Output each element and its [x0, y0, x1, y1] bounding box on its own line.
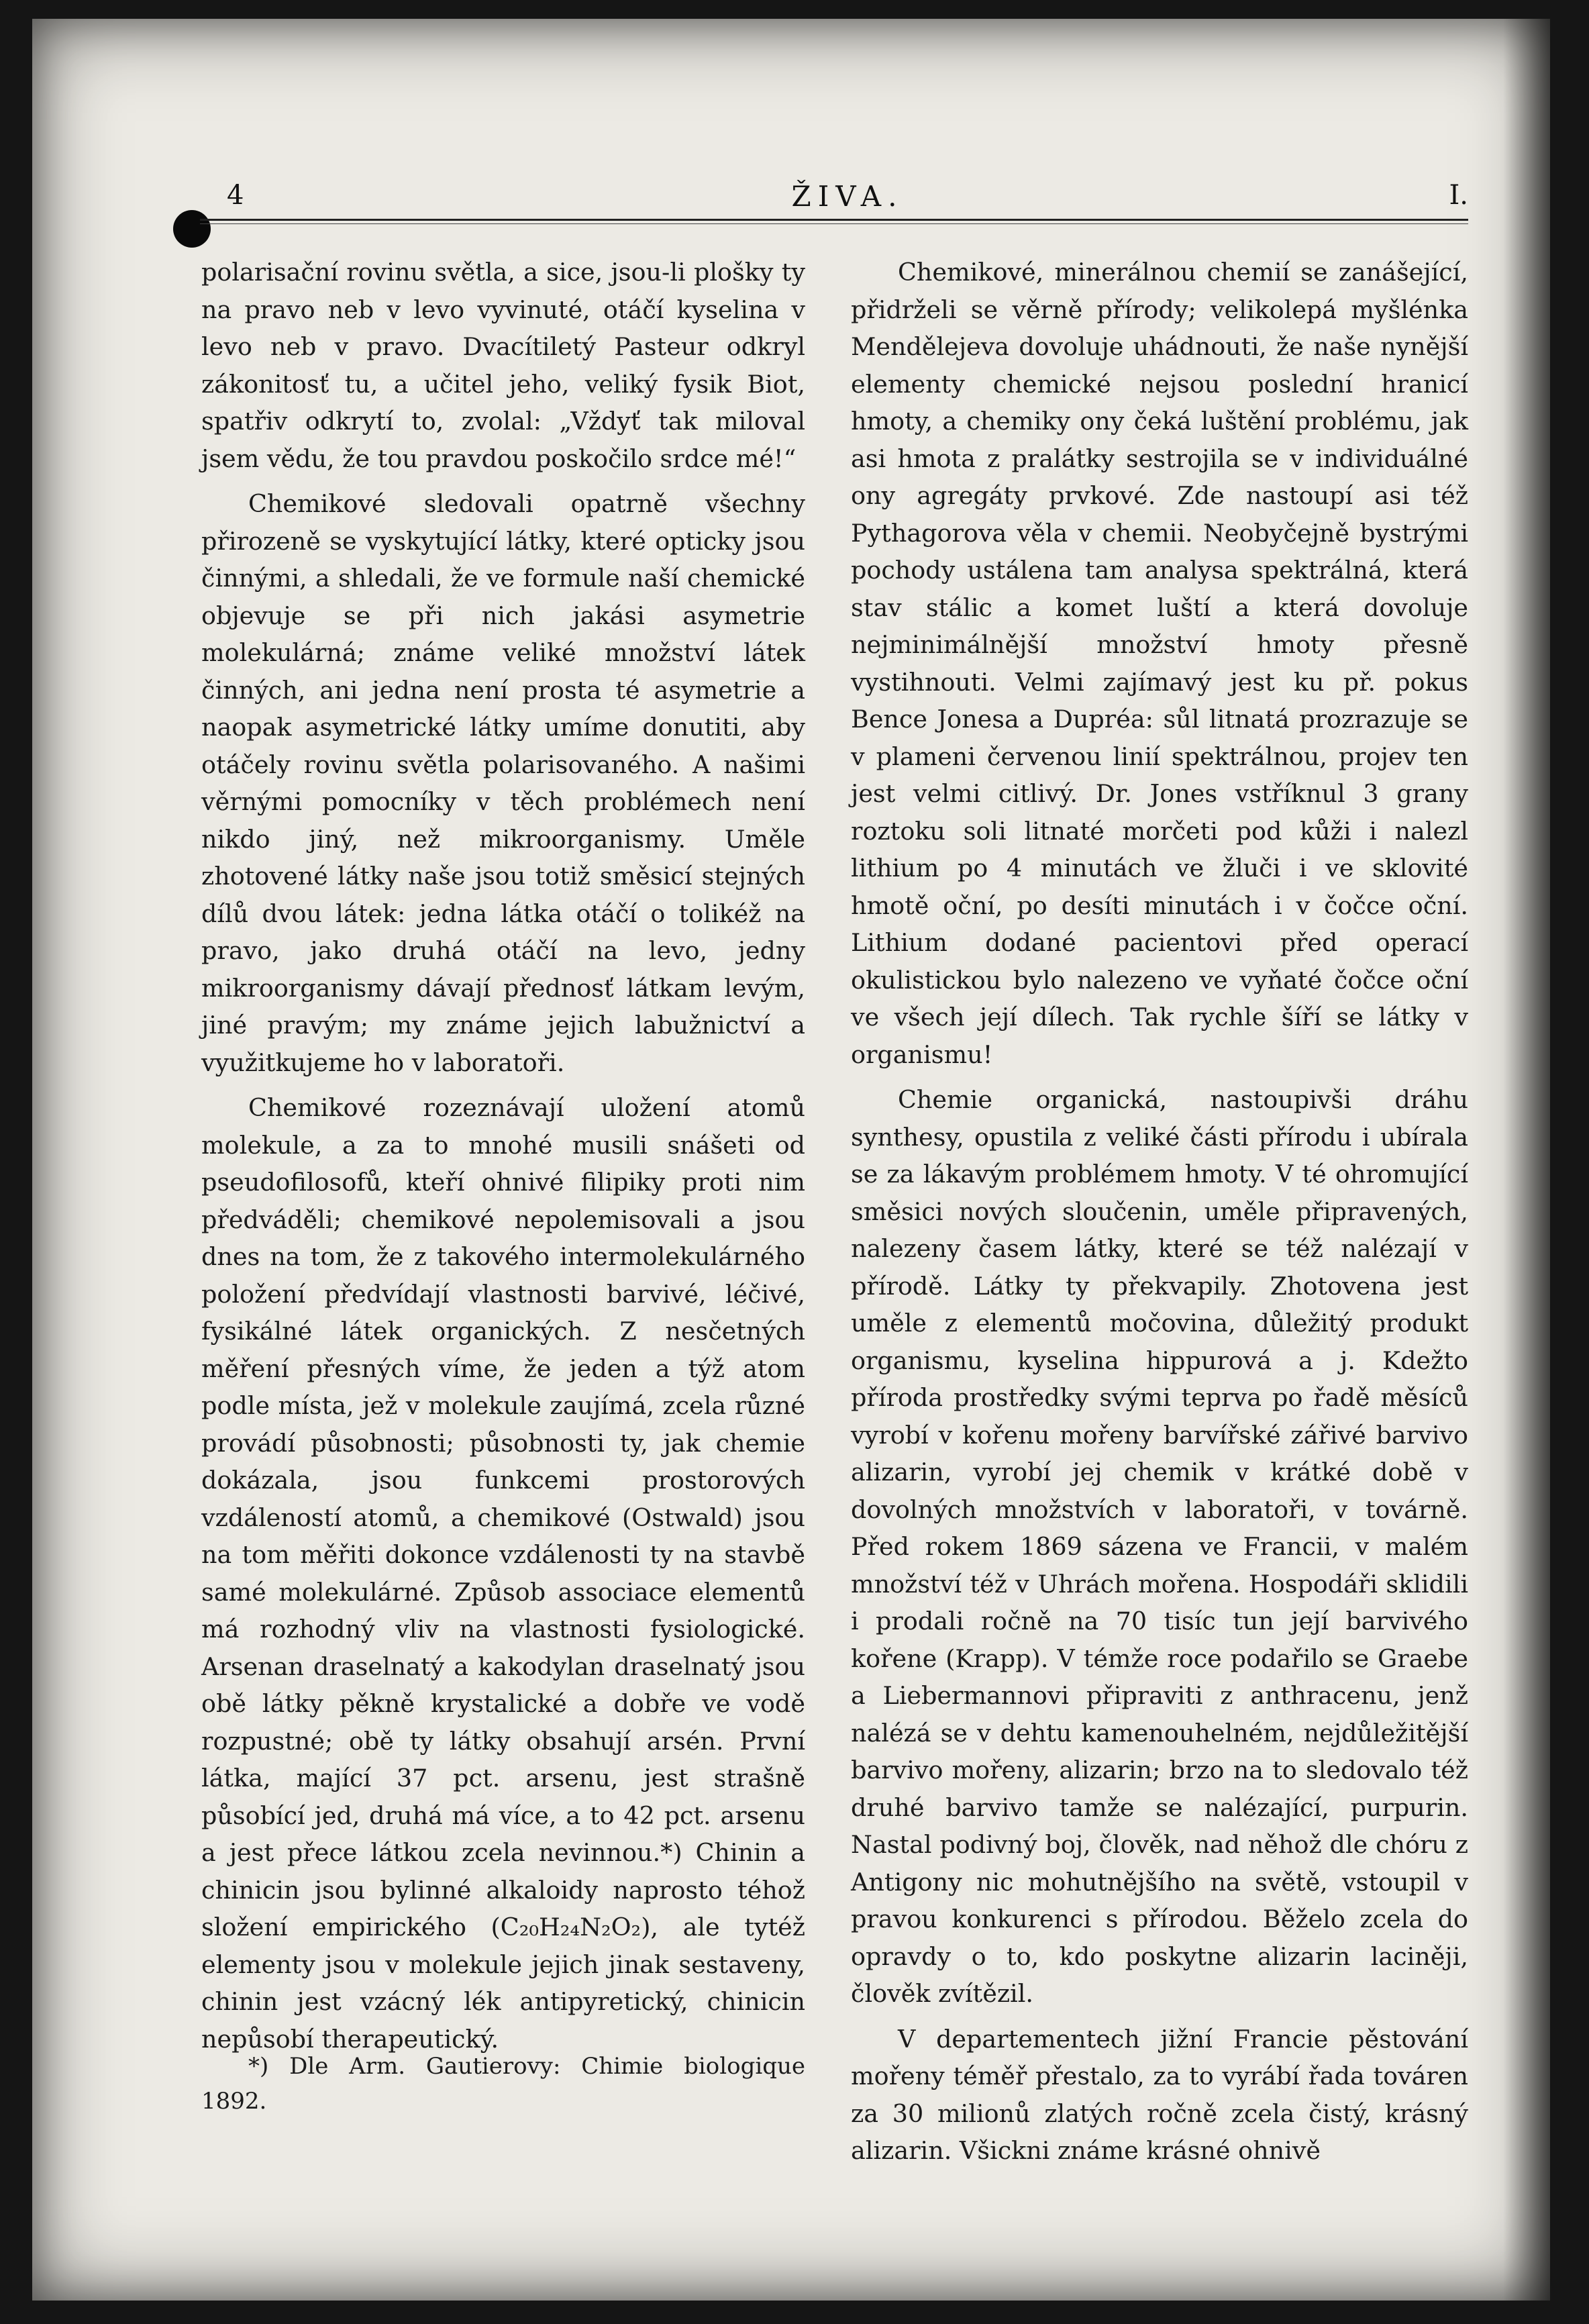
paragraph: V departementech jižní Francie pěstování mořeny téměř přestalo, za to vyrábí řada továren za 30 milionů zlatých ročně zcela čistý, krásný alizarin. Všickni známe krásné ohnivě: [851, 2024, 1468, 2165]
volume-number: I.: [1449, 180, 1468, 211]
header-rule-thin: [200, 223, 1468, 224]
scan-shadow: [1503, 19, 1550, 2301]
paragraph: Chemie organická, nastoupivši dráhu synthesy, opustila z veliké části přírodu i ubírala se za lákavým problémem hmoty. V té ohromující směsici nových sloučenin, uměle připravených, nalezeny časem látky, které se též nalézají v přírodě. Látky ty překvapily. Zhotovena jest uměle z elementů močovina, důležitý produkt organismu, kyselina hippurová a j. Kdežto příroda prostředky svými teprva po řadě měsíců vyrobí v kořenu mořeny barvířské zářivé barvivo alizarin, vyrobí jej chemik v krátké době v dovolných množstvích v laboratoři, v továrně. Před rokem 1869 sázena ve Francii, v malém množství též v Uhrách mořena. Hospodáři sklidili i prodali ročně na 70 tisíc tun její barvivého kořene (Krapp). V témže roce podařilo se Graebe a Liebermannovi připraviti z anthracenu, jenž nalézá se v dehtu kamenouhelném, nejdůležitější barvivo mořeny, alizarin; brzo na to sledovalo též druhé barvivo tamže se nalézající, purpurin. Nastal podivný boj, člověk, nad něhož dle chóru z Antigony nic mohutnějšího na světě, vstoupil v pravou konkurenci s přírodou. Běželo zcela do opravdy o to, kdo poskytne alizarin laciněji, člověk zvítězil.: [851, 1085, 1468, 2008]
paragraph: Chemikové rozeznávají uložení atomů molekule, a za to mnohé musili snášeti od pseudofilosofů, kteří ohnivé filipiky proti nim předváděli; chemikové nepolemisovali a jsou dnes na tom, že z takového intermolekulárného položení předvídají vlastnosti barvivé, léčivé, fysikálné látek organických. Z nesčetných měření přesných víme, že jeden a týž atom podle místa, jež v molekule zaujímá, zcela různé provádí působnosti; působnosti ty, jak chemie dokázala, jsou funkcemi prostorových vzdáleností atomů, a chemikové (Ostwald) jsou na tom měřiti dokonce vzdálenosti ty na stavbě samé molekulárné. Způsob associace elementů má rozhodný vliv na vlastnosti fysiologické. Arsenan draselnatý a kakodylan draselnatý jsou obě látky pěkně krystalické a dobře ve vodě rozpustné; obě ty látky obsahují arsén. První látka, mající 37 pct. arsenu, jest strašně působící jed, druhá má více, a to 42 pct. arsenu a jest přece látkou zcela nevinnou.*) Chinin a chinicin jsou bylinné alkaloidy naprosto téhož složení empirického (C₂₀H₂₄N₂O₂), ale tytéž elementy jsou v molekule jejich jinak sestaveny, chinin jest vzácný lék antipyretický, chinicin nepůsobí therapeutický.: [201, 1093, 805, 2054]
footnote: [201, 2049, 805, 2119]
paragraph: polarisační rovinu světla, a sice, jsou-li plošky ty na pravo neb v levo vyvinuté, otáčí kyselina v levo neb v pravo. Dvacítiletý Pasteur odkryl zákonitosť tu, a učitel jeho, veliký fysik Biot, spatřiv odkrytí to, zvolal: „Vždyť tak miloval jsem vědu, že tou pravdou poskočilo srdce mé!“: [201, 258, 805, 473]
journal-title: ŽIVA.: [791, 180, 904, 213]
footnote-text: *) Dle Arm. Gautierovy: Chimie biologique 1892.: [201, 2053, 805, 2115]
page: [32, 19, 1550, 2301]
ink-blot: [173, 210, 211, 248]
left-column: [201, 254, 805, 2058]
right-column: [851, 254, 1468, 2170]
paragraph: Chemikové sledovali opatrně všechny přirozeně se vyskytující látky, které opticky jsou činnými, a shledali, že ve formule naší chemické objevuje se při nich jakási asymetrie molekulárná; známe veliké množství látek činných, ani jedna není prosta té asymetrie a naopak asymetrické látky umíme donutiti, aby otáčely rovinu světla polarisovaného. A našimi věrnými pomocníky v těch problémech není nikdo jiný, než mikroorganismy. Uměle zhotovené látky naše jsou totiž směsicí stejných dílů dvou látek: jedna látka otáčí o tolikéž na pravo, jako druhá otáčí na levo, jedny mikroorganismy dávají přednosť látkam levým, jiné pravým; my známe jejich labužnictví a využitkujeme ho v laboratoři.: [201, 489, 805, 1077]
page-number: 4: [227, 180, 244, 211]
paragraph: Chemikové, minerálnou chemií se zanášející, přidrželi se věrně přírody; velikolepá myšlénka Mendělejeva dovoluje uhádnouti, že naše nynější elementy chemické nejsou poslední hranicí hmoty, a chemiky ony čeká luštění problému, jak asi hmota z pralátky sestrojila se v individuálné ony agregáty prvkové. Zde nastoupí asi též Pythagorova věla v chemii. Neobyčejně bystrými pochody ustálena tam analysa spektrálná, která stav stálic a komet luští a která dovoluje nejminimálnější množství hmoty přesně vystihnouti. Velmi zajímavý jest ku př. pokus Bence Jonesa a Dupréa: sůl litnatá prozrazuje se v plameni červenou linií spektrálnou, projev ten jest velmi citlivý. Dr. Jones vstříknul 3 grany roztoku soli litnaté morčeti pod kůži i nalezl lithium po 4 minutách ve žluči i ve sklovité hmotě oční, po desíti minutách i v čočce oční. Lithium dodané pacientovi před operací okulistickou bylo nalezeno ve vyňaté čočce oční ve všech její dílech. Tak rychle šíří se látky v organismu!: [851, 258, 1468, 1069]
header-rule: [200, 219, 1468, 221]
